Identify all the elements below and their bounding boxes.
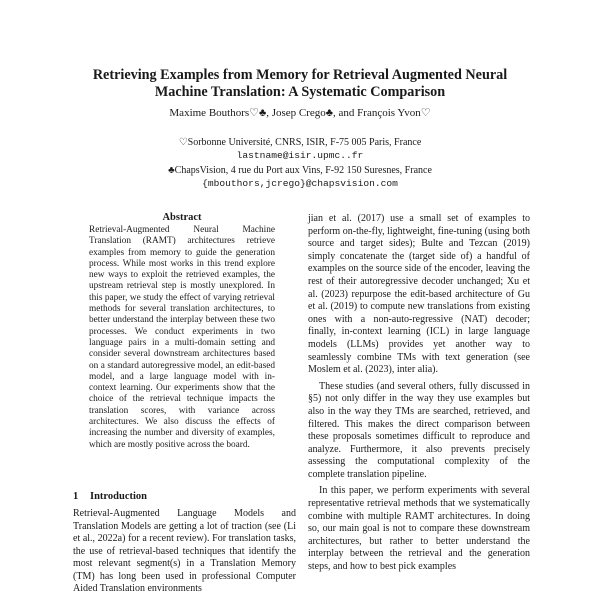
- right-paragraph-2: These studies (and several others, fully discussed in §5) not only differ in the way they use examples but also in the way they TMs are searched, retrieved, and filtered. This makes the direct comparison between these proposals sometimes difficult to reproduce and analyze. Furthermore, it also prevents precisely assessing the computational complexity of the complete translation pipeline.: [308, 380, 530, 480]
- right-column: [308, 213, 530, 574]
- section-number: 1: [73, 491, 79, 502]
- title-line-1: Retrieving Examples from Memory for Retrieval Augmented Neural: [92, 67, 508, 83]
- affiliation-sorbonne: ♡Sorbonne Université, CNRS, ISIR, F-75 005 Paris, France: [178, 137, 422, 148]
- right-paragraph-1: jian et al. (2017) use a small set of examples to perform on-the-fly, lightweight, fine-tuning (using both source and target sides); Bulte and Tezcan (2019) simply concatenate the (target side of) a handful of examples on the source side of the encoder, leaving the rest of their autoregressive decoder unchanged; Xu et al. (2023) repurpose the edit-based architecture of Gu et al. (2019) to compute new translations from existing ones with a non-auto-regressive (NAT) decoder; finally, in-context learning (ICL) in large language models (LLMs) provides yet another way to seamlessly combine TMs with text generation (see Moslem et al. (2023), inter alia).: [308, 213, 530, 376]
- abstract-body: [89, 225, 275, 451]
- section-title: Introduction: [90, 491, 147, 502]
- author-list: Maxime Bouthors♡♣, Josep Crego♣, and François Yvon♡: [169, 107, 431, 119]
- introduction-body: [73, 508, 296, 596]
- abstract-text: Retrieval-Augmented Neural Machine Translation (RAMT) architectures retrieve examples from memory to guide the generation process. While most works in this trend explore new ways to exploit the retrieved examples, the upstream retrieval step is mostly unexplored. In this paper, we study the effect of varying retrieval methods for several translation architectures, to better understand the interplay between these two processes. We conduct experiments in two language pairs in a multi-domain setting and consider several downstream architectures based on a standard autoregressive model, an edit-based model, and a large language model with in-context learning. Our experiments show that the choice of the retrieval technique impacts the translation scores, with variance across architectures. We also discuss the effects of increasing the number and diversity of examples, which are mostly positive across the board.: [89, 225, 275, 450]
- paper-title: [60, 67, 540, 101]
- email-chapsvision: {mbouthors,jcrego}@chapsvision.com: [202, 178, 398, 189]
- affiliation-chapsvision: ♣ChapsVision, 4 rue du Port aux Vins, F-92 150 Suresnes, France: [168, 165, 432, 176]
- abstract-heading: Abstract: [162, 212, 202, 223]
- section-heading-introduction: [73, 491, 147, 502]
- title-line-2: Machine Translation: A Systematic Comparison: [154, 84, 446, 100]
- email-sorbonne: lastname@isir.upmc..fr: [236, 150, 364, 161]
- right-paragraph-3: In this paper, we perform experiments with several representative retrieval methods that we systematically combine with multiple RAMT architectures. In doing so, our main goal is not to compare these downstream architectures, but rather to better understand the interplay between the retrieval and the generation steps, and how to best pick examples: [308, 485, 530, 573]
- introduction-text: Retrieval-Augmented Language Models and Translation Models are getting a lot of traction (see (Li et al., 2022a) for a recent review). For translation tasks, the use of retrieval-based techniques that identify the most relevant segment(s) in a Translation Memory (TM) has long been used in professional Computer Aided Translation environments: [73, 508, 296, 594]
